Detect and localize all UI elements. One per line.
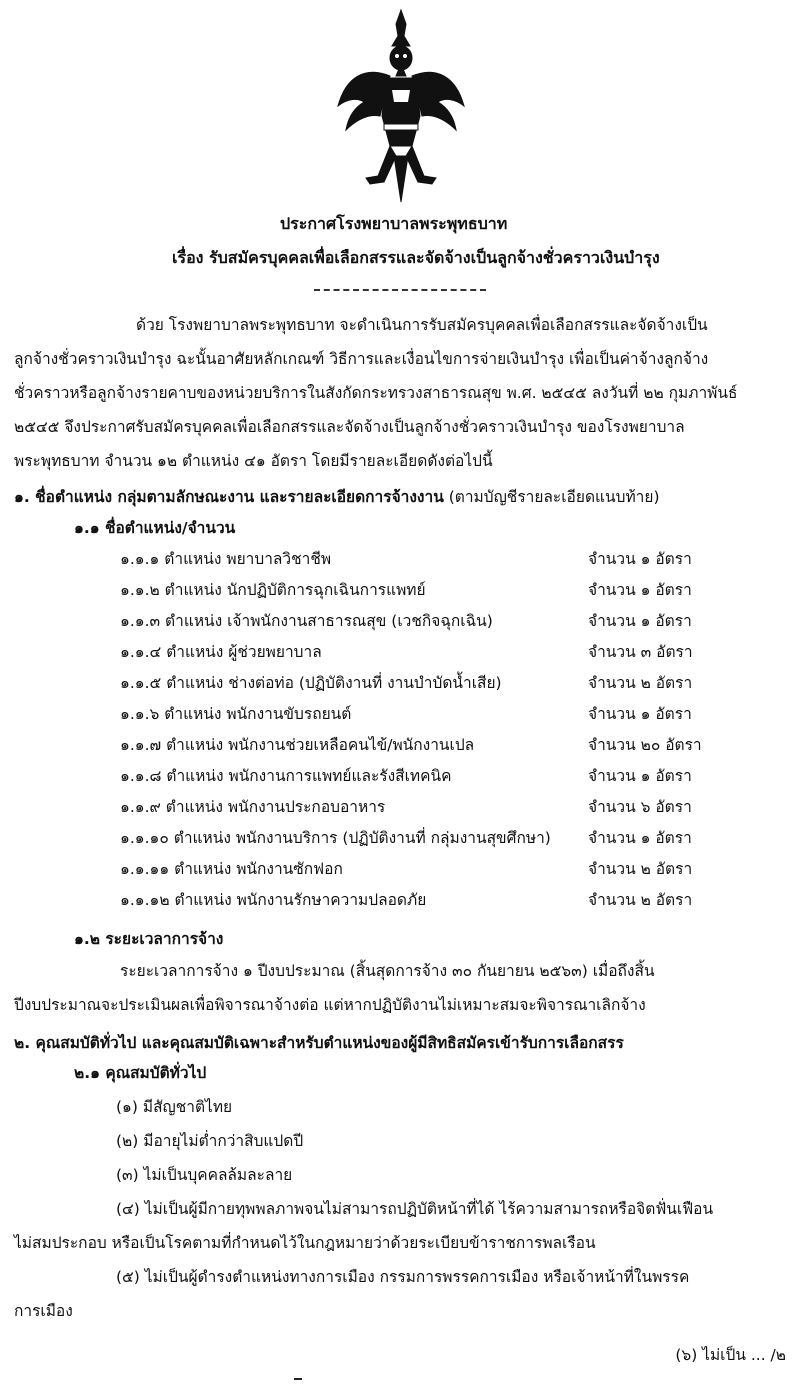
position-row — [120, 639, 720, 663]
position-count: จำนวน ๓ อัตรา — [588, 643, 693, 661]
section1-heading-text: ๑. ชื่อตำแหน่ง กลุ่มตามลักษณะงาน และรายละเอียดการจ้างงาน — [14, 488, 444, 506]
position-row — [120, 546, 720, 570]
qualification-item: (๕) ไม่เป็นผู้ดำรงตำแหน่งทางการเมือง กรรมการพรรคการเมือง หรือเจ้าหน้าที่ในพรรค — [116, 1268, 690, 1286]
scan-mark — [294, 1378, 302, 1385]
position-count: จำนวน ๒ อัตรา — [588, 674, 693, 692]
position-count: จำนวน ๒๐ อัตรา — [588, 736, 702, 754]
position-name: ๑.๑.๘ ตำแหน่ง พนักงานการแพทย์และรังสีเทคนิค — [120, 767, 452, 785]
position-name: ๑.๑.๑๑ ตำแหน่ง พนักงานซักฟอก — [120, 860, 343, 878]
header-divider — [314, 289, 486, 291]
position-name: ๑.๑.๖ ตำแหน่ง พนักงานขับรถยนต์ — [120, 705, 352, 723]
position-name: ๑.๑.๑๒ ตำแหน่ง พนักงานรักษาความปลอดภัย — [120, 891, 427, 909]
position-count: จำนวน ๑ อัตรา — [588, 581, 692, 599]
intro-line: ชั่วคราวหรือลูกจ้างรายคาบของหน่วยบริการในสังกัดกระทรวงสาธารณสุข พ.ศ. ๒๕๔๕ ลงวันที่ ๒๒ กุมภาพันธ์ — [14, 384, 738, 402]
position-name: ๑.๑.๑๐ ตำแหน่ง พนักงานบริการ (ปฏิบัติงานที่ กลุ่มงานสุขศึกษา) — [120, 829, 551, 847]
qualification-item-continued: การเมือง — [14, 1302, 73, 1320]
position-name: ๑.๑.๔ ตำแหน่ง ผู้ช่วยพยาบาล — [120, 643, 322, 661]
position-count: จำนวน ๒ อัตรา — [588, 860, 693, 878]
position-count: จำนวน ๑ อัตรา — [588, 705, 692, 723]
position-name: ๑.๑.๓ ตำแหน่ง เจ้าพนักงานสาธารณสุข (เวชกิจฉุกเฉิน) — [120, 612, 493, 630]
qualification-item-continued: ไม่สมประกอบ หรือเป็นโรคตามที่กำหนดไว้ในกฎหมายว่าด้วยระเบียบข้าราชการพลเรือน — [14, 1234, 596, 1252]
position-name: ๑.๑.๒ ตำแหน่ง นักปฏิบัติการฉุกเฉินการแพทย์ — [120, 581, 426, 599]
position-count: จำนวน ๖ อัตรา — [588, 798, 692, 816]
position-name: ๑.๑.๑ ตำแหน่ง พยาบาลวิชาชีพ — [120, 550, 332, 568]
position-row — [120, 887, 720, 911]
section2-sub1-heading: ๒.๑ คุณสมบัติทั่วไป — [74, 1064, 207, 1082]
position-count: จำนวน ๑ อัตรา — [588, 829, 692, 847]
qualification-item: (๓) ไม่เป็นบุคคลล้มละลาย — [116, 1166, 293, 1184]
position-row — [120, 763, 720, 787]
position-name: ๑.๑.๕ ตำแหน่ง ช่างต่อท่อ (ปฏิบัติงานที่ งานบำบัดน้ำเสีย) — [120, 674, 502, 692]
announcement-title: ประกาศโรงพยาบาลพระพุทธบาท — [280, 214, 508, 233]
garuda-emblem-icon — [336, 6, 466, 206]
employment-period-line: ปีงบประมาณจะประเมินผลเพื่อพิจารณาจ้างต่อ แต่หากปฏิบัติงานไม่เหมาะสมจะพิจารณาเลิกจ้าง — [14, 996, 646, 1014]
position-count: จำนวน ๑ อัตรา — [588, 767, 692, 785]
page-continuation: (๖) ไม่เป็น ... /๒ — [675, 1346, 786, 1364]
position-row — [120, 856, 720, 880]
intro-line: ด้วย โรงพยาบาลพระพุทธบาท จะดำเนินการรับสมัครบุคคลเพื่อเลือกสรรและจัดจ้างเป็น — [136, 316, 708, 334]
position-row — [120, 794, 720, 818]
position-row — [120, 670, 720, 694]
employment-period-line: ระยะเวลาการจ้าง ๑ ปีงบประมาณ (สิ้นสุดการจ้าง ๓๐ กันยายน ๒๕๖๓) เมื่อถึงสิ้น — [120, 962, 655, 980]
intro-line: ๒๕๔๕ จึงประกาศรับสมัครบุคคลเพื่อเลือกสรรและจัดจ้างเป็นลูกจ้างชั่วคราวเงินบำรุง ของโรงพยาบาล — [14, 418, 685, 436]
position-count: จำนวน ๑ อัตรา — [588, 612, 692, 630]
position-row — [120, 577, 720, 601]
qualification-item: (๒) มีอายุไม่ต่ำกว่าสิบแปดปี — [116, 1132, 304, 1150]
intro-line: พระพุทธบาท จำนวน ๑๒ ตำแหน่ง ๔๑ อัตรา โดยมีรายละเอียดดังต่อไปนี้ — [14, 452, 493, 470]
position-row — [120, 608, 720, 632]
section2-heading: ๒. คุณสมบัติทั่วไป และคุณสมบัติเฉพาะสำหรับตำแหน่งของผู้มีสิทธิสมัครเข้ารับการเลือกสรร — [14, 1034, 624, 1052]
position-count: จำนวน ๑ อัตรา — [588, 550, 692, 568]
section1-sub1-heading: ๑.๑ ชื่อตำแหน่ง/จำนวน — [74, 519, 236, 537]
position-name: ๑.๑.๗ ตำแหน่ง พนักงานช่วยเหลือคนไข้/พนักงานเปล — [120, 736, 475, 754]
section1-heading-note: (ตามบัญชีรายละเอียดแนบท้าย) — [443, 488, 660, 506]
position-row — [120, 701, 720, 725]
announcement-subject: เรื่อง รับสมัครบุคคลเพื่อเลือกสรรและจัดจ้างเป็นลูกจ้างชั่วคราวเงินบำรุง — [172, 248, 660, 267]
qualification-item: (๑) มีสัญชาติไทย — [116, 1098, 233, 1116]
intro-line: ลูกจ้างชั่วคราวเงินบำรุง ฉะนั้นอาศัยหลักเกณฑ์ วิธีการและเงื่อนไขการจ่ายเงินบำรุง เพื่อเป็นค่าจ้างลูกจ้าง — [14, 350, 709, 368]
position-row — [120, 825, 720, 849]
position-name: ๑.๑.๙ ตำแหน่ง พนักงานประกอบอาหาร — [120, 798, 386, 816]
position-count: จำนวน ๒ อัตรา — [588, 891, 693, 909]
position-row — [120, 732, 720, 756]
qualification-item: (๔) ไม่เป็นผู้มีกายทุพพลภาพจนไม่สามารถปฏิบัติหน้าที่ได้ ไร้ความสามารถหรือจิตฟั่นเฟือน — [116, 1200, 714, 1218]
section1-sub2-heading: ๑.๒ ระยะเวลาการจ้าง — [74, 930, 224, 948]
section1-heading — [14, 484, 660, 509]
